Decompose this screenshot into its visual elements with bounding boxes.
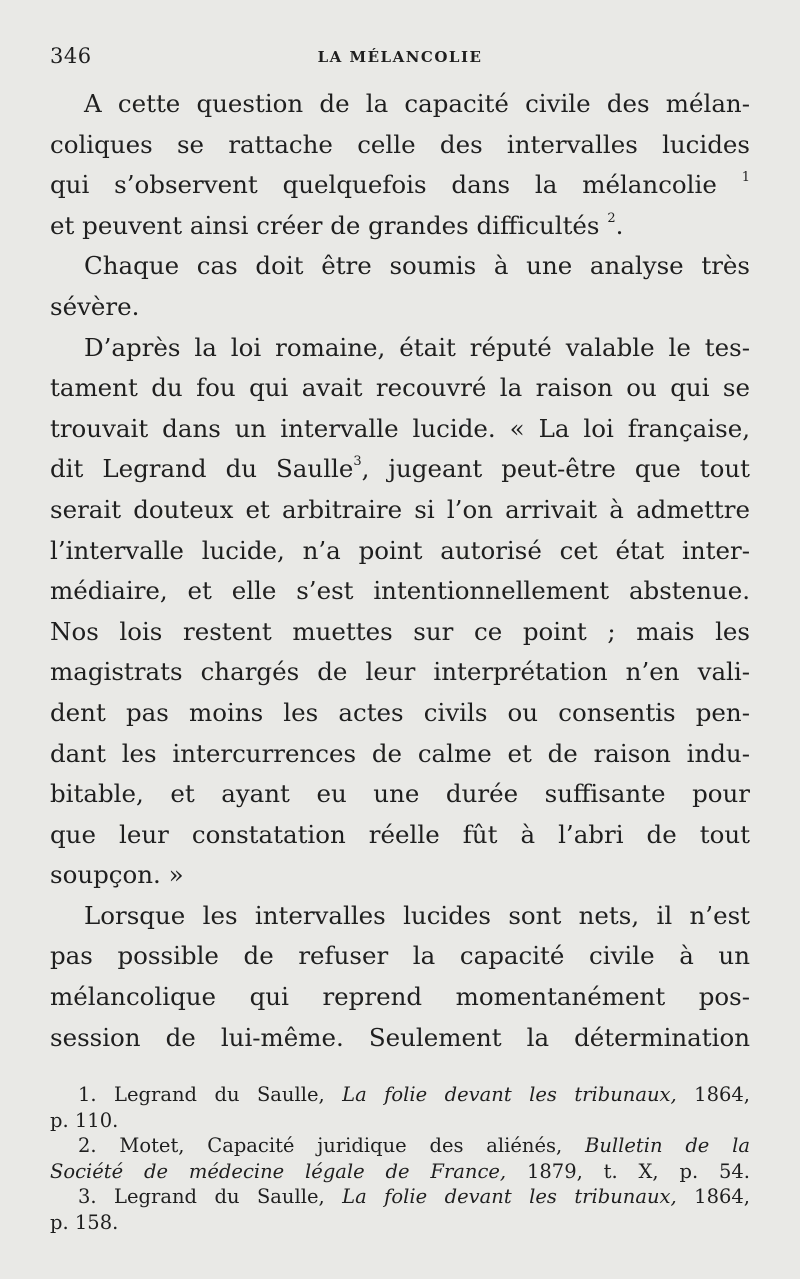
text-line: dant les intercurrences de calme et de raison indu- xyxy=(50,738,750,768)
text-line: serait douteux et arbitraire si l’on arrivait à admettre xyxy=(50,494,750,524)
footnote-title: Société de médecine légale de France, xyxy=(50,1159,507,1183)
footnote-title: La folie devant les tribunaux, xyxy=(342,1083,677,1106)
body-text xyxy=(50,84,750,1058)
footnote-title: Bulletin de la xyxy=(585,1134,750,1157)
text-line: D’après la loi romaine, était réputé valable le tes- xyxy=(84,332,750,362)
footnote-ref: 3 xyxy=(353,454,362,470)
text-line: mélancolique qui reprend momentanément pos- xyxy=(50,982,750,1012)
text-line: magistrats chargés de leur interprétation n’en vali- xyxy=(50,657,750,687)
footnote-line: p. 158. xyxy=(50,1210,119,1234)
text-line: médiaire, et elle s’est intentionnellement abstenue. xyxy=(50,576,750,606)
footnote-line xyxy=(50,1082,750,1108)
text-line xyxy=(50,449,750,490)
text-span: qui s’observent quelquefois dans la mélancolie xyxy=(50,170,717,200)
text-line: coliques se rattache celle des intervalles lucides xyxy=(50,129,750,159)
footnote-text: 2. Motet, Capacité juridique des aliénés, xyxy=(78,1134,563,1157)
text-span: dit Legrand du Saulle xyxy=(50,454,354,484)
text-line: session de lui-même. Seulement la détermination xyxy=(50,1022,750,1052)
text-line: Lorsque les intervalles lucides sont nets, il n’est xyxy=(84,900,750,930)
text-line: que leur constatation réelle fût à l’abri de tout xyxy=(50,819,750,849)
footnote-text: 1. Legrand du Saulle, xyxy=(78,1083,325,1106)
footnotes xyxy=(50,1082,750,1235)
footnote-line xyxy=(50,1184,750,1210)
text-span: . xyxy=(615,210,624,240)
footnote-line xyxy=(50,1159,750,1185)
text-line: Chaque cas doit être soumis à une analyse très xyxy=(84,251,750,281)
running-head: LA MÉLANCOLIE xyxy=(317,48,483,66)
text-line: bitable, et ayant eu une durée suffisante pour xyxy=(50,779,750,809)
page-header xyxy=(50,44,750,72)
text-line: A cette question de la capacité civile des mélan- xyxy=(84,89,750,118)
page-number: 346 xyxy=(50,44,92,68)
footnote-text: 1879, t. X, p. 54. xyxy=(526,1159,750,1183)
text-line xyxy=(50,206,750,247)
text-line: l’intervalle lucide, n’a point autorisé cet état inter- xyxy=(50,535,750,565)
text-line: sévère. xyxy=(50,291,140,321)
text-line: tament du fou qui avait recouvré la raison ou qui se xyxy=(50,373,750,403)
text-line: Nos lois restent muettes sur ce point ; mais les xyxy=(50,616,750,646)
text-line: soupçon. » xyxy=(50,860,184,890)
footnote-line: p. 110. xyxy=(50,1108,119,1132)
footnote-ref: 2 xyxy=(607,210,616,226)
text-span: et peuvent ainsi créer de grandes difficultés xyxy=(50,210,600,240)
footnote-ref: 1 xyxy=(741,170,750,186)
footnote-text: 1864, xyxy=(694,1185,750,1208)
footnote-line xyxy=(50,1133,750,1159)
footnote-title: La folie devant les tribunaux, xyxy=(342,1185,677,1208)
text-line: trouvait dans un intervalle lucide. « La loi française, xyxy=(50,413,750,443)
footnote-text: 1864, xyxy=(694,1083,750,1106)
footnote-text: 3. Legrand du Saulle, xyxy=(78,1185,325,1208)
text-line: dent pas moins les actes civils ou consentis pen- xyxy=(50,697,750,727)
text-line xyxy=(50,165,750,206)
text-line: pas possible de refuser la capacité civile à un xyxy=(50,941,750,971)
text-span: , jugeant peut-être que tout xyxy=(361,454,750,484)
